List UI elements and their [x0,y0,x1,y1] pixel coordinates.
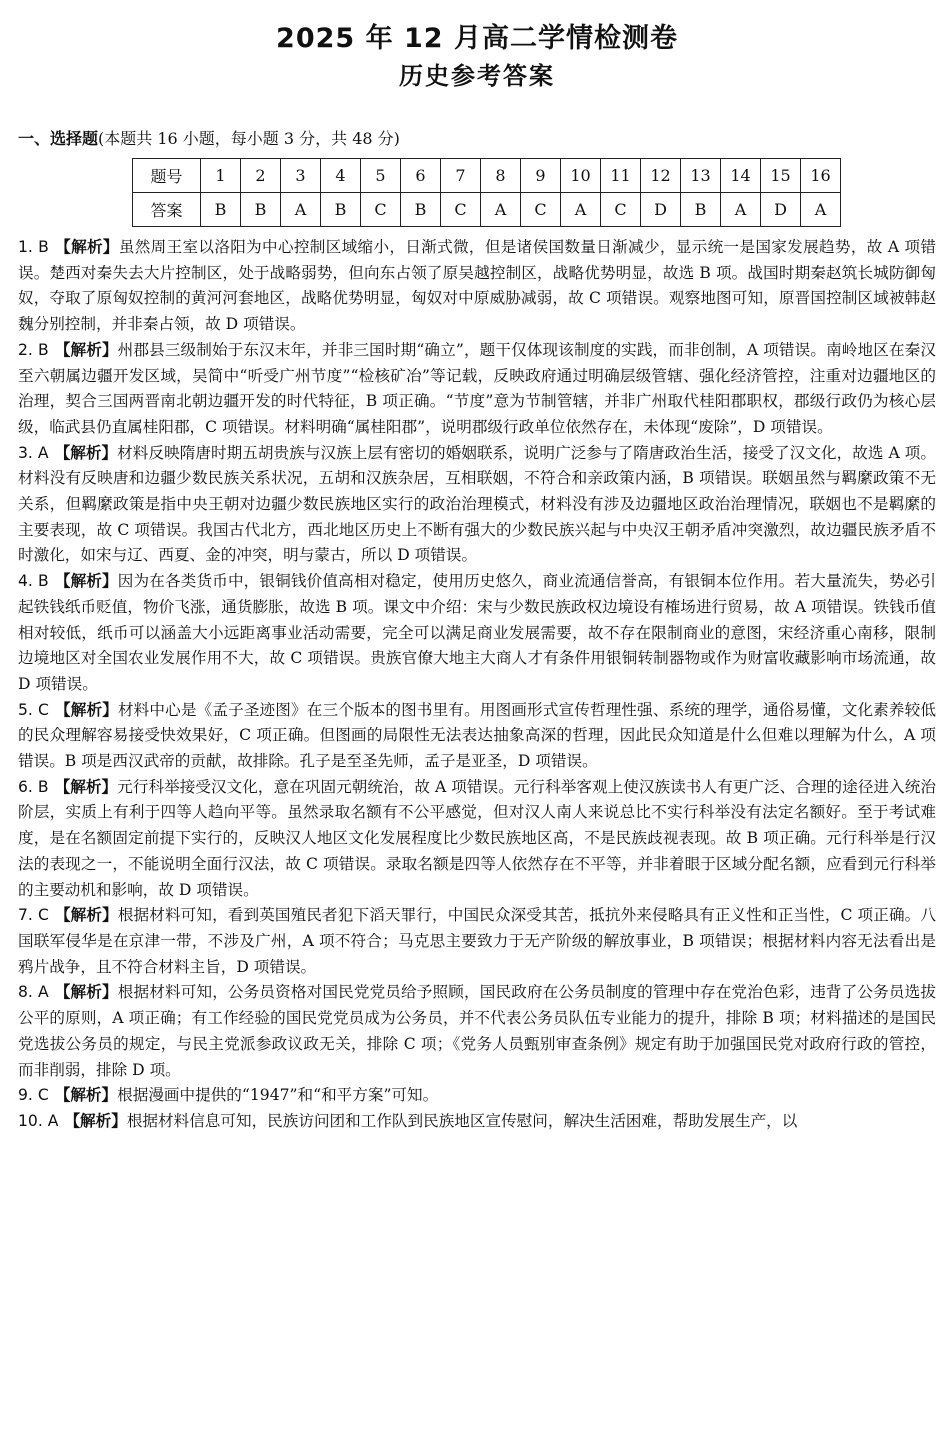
table-row-numbers [133,159,841,193]
answer-item [18,1083,936,1109]
item-number: 8. A [18,983,49,1002]
row-label-number: 题号 [133,159,201,193]
item-tag: 【解析】 [64,1111,127,1130]
table-cell: 6 [401,159,441,193]
answer-item [18,775,936,904]
answer-item [18,569,936,698]
item-number: 3. A [18,443,49,462]
item-number: 9. C [18,1086,49,1105]
table-cell: A [561,193,601,227]
table-row-answers [133,193,841,227]
table-cell: 9 [521,159,561,193]
item-tag: 【解析】 [54,983,118,1002]
table-cell: 1 [201,159,241,193]
table-cell: 15 [761,159,801,193]
item-tag: 【解析】 [54,340,118,359]
answer-item [18,903,936,980]
answer-explanations [18,235,936,1135]
item-text: 根据材料可知，看到英国殖民者犯下滔天罪行，中国民众深受其苦，抵抗外来侵略具有正义性和正当性，C 项正确。八国联军侵华是在京津一带，不涉及广州，A 项不符合；马克思主要致力于无产阶级的解放事业，B 项错误；根据材料内容无法看出是鸦片战争，且不符合材料主旨，D 项错误。 [18,906,936,976]
item-number: 4. B [18,572,49,591]
table-cell: 11 [601,159,641,193]
item-tag: 【解析】 [54,572,118,591]
table-cell: B [401,193,441,227]
answer-item [18,338,936,441]
item-text: 州郡县三级制始于东汉末年，并非三国时期“确立”，题干仅体现该制度的实践，而非创制，A 项错误。南岭地区在秦汉至六朝属边疆开发区域，吴简中“听受广州节度”“检核矿冶”等记载，反映政府通过明确层级管辖、强化经济管控，注重对边疆地区的治理，契合三国两晋南北朝边疆开发的时代特征，B 项正确。“节度”意为节制管辖，并非广州取代桂阳郡职权，郡级行政仍为核心层级，临武县仍直属桂阳郡，C 项错误。材料明确“属桂阳郡”，说明郡级行政单位依然存在，未体现“废除”，D 项错误。 [18,340,936,436]
item-number: 1. B [18,238,49,256]
item-number: 5. C [18,700,49,719]
answer-item [18,441,936,570]
answer-table [132,158,841,227]
table-cell: C [601,193,641,227]
item-number: 7. C [18,906,49,925]
table-cell: C [441,193,481,227]
item-tag: 【解析】 [54,906,118,925]
answer-item [18,980,936,1083]
table-cell: C [521,193,561,227]
table-cell: B [681,193,721,227]
table-cell: 4 [321,159,361,193]
item-tag: 【解析】 [54,777,118,796]
table-cell: A [801,193,841,227]
table-cell: 8 [481,159,521,193]
table-cell: B [241,193,281,227]
item-text: 根据材料可知，公务员资格对国民党党员给予照顾，国民政府在公务员制度的管理中存在党治色彩，违背了公务员选拔公平的原则，A 项正确；有工作经验的国民党党员成为公务员，并不代表公务员队伍专业能力的提升，排除 B 项；材料描述的是国民党选拔公务员的规定，与民主党派参政议政无关，排除 C 项；《党务人员甄别审查条例》规定有助于加强国民党对政府行政的管控，而非削弱，排除 D 项。 [18,983,936,1079]
table-cell: 13 [681,159,721,193]
table-cell: A [481,193,521,227]
section-heading [18,128,936,150]
table-cell: B [201,193,241,227]
table-cell: 10 [561,159,601,193]
table-cell: 5 [361,159,401,193]
item-text: 根据漫画中提供的“1947”和“和平方案”可知。 [117,1086,439,1105]
table-cell: D [641,193,681,227]
section-note: (本题共 16 小题，每小题 3 分，共 48 分) [98,129,400,148]
answer-item [18,235,936,338]
section-title: 一、选择题 [18,129,99,148]
item-tag: 【解析】 [54,443,118,462]
table-cell: 2 [241,159,281,193]
item-text: 材料中心是《孟子圣迹图》在三个版本的图书里有。用图画形式宣传哲理性强、系统的理学，通俗易懂，文化素养较低的民众理解容易接受快效果好，C 项正确。但图画的局限性无法表达抽象高深的哲理，因此民众知道是什么但难以理解为什么，A 项错误。B 项是西汉武帝的贡献，故排除。孔子是至圣先师，孟子是亚圣，D 项错误。 [18,700,936,771]
table-cell: A [281,193,321,227]
item-text: 虽然周王室以洛阳为中心控制区域缩小，日渐式微，但是诸侯国数量日渐减少，显示统一是国家发展趋势，故 A 项错误。楚西对秦失去大片控制区，处于战略弱势，但向东占领了原吴越控制区，战略优势明显，故选 B 项。战国时期秦赵筑长城防御匈奴，夺取了原匈奴控制的黄河河套地区，战略优势明显，匈奴对中原威胁减弱，故 C 项错误。观察地图可知，原晋国控制区域被韩赵魏分别控制，并非秦占领，故 D 项错误。 [18,238,936,334]
page-subtitle: 历史参考答案 [399,62,555,90]
table-cell: 3 [281,159,321,193]
table-cell: A [721,193,761,227]
page-title: 2025 年 12 月高二学情检测卷 [276,23,678,54]
answer-item [18,1109,936,1135]
table-cell: 7 [441,159,481,193]
item-text: 因为在各类货币中，银铜钱价值高相对稳定，使用历史悠久，商业流通信誉高，有银铜本位作用。若大量流失，势必引起铁钱纸币贬值，物价飞涨，通货膨胀，故选 B 项。课文中介绍：宋与少数民族政权边境设有榷场进行贸易，故 A 项错误。铁钱币值相对较低，纸币可以涵盖大小远距离事业活动需要，完全可以满足商业发展需要，故不存在限制商业的意图，宋经济重心南移，限制边境地区对全国农业发展作用不大，故 C 项错误。贵族官僚大地主大商人才有条件用银铜转制器物或作为财富收藏影响市场流通，故 D 项错误。 [18,572,936,693]
item-number: 6. B [18,777,49,796]
item-text: 元行科举接受汉文化，意在巩固元朝统治，故 A 项错误。元行科举客观上使汉族读书人有更广泛、合理的途径进入统治阶层，实质上有利于四等人趋向平等。虽然录取名额有不公平感觉，但对汉人南人来说总比不实行科举没有法定名额好。至于考试难度，是在名额固定前提下实行的，反映汉人地区文化发展程度比少数民族地区高，不是民族歧视表现。故 B 项正确。元行科举是行汉法的表现之一，不能说明全面行汉法，故 C 项错误。录取名额是四等人依然存在不平等，并非着眼于区域分配名额，应看到元行科举的主要动机和影响，故 D 项错误。 [18,777,936,899]
item-tag: 【解析】 [54,238,119,256]
item-text: 根据材料信息可知，民族访问团和工作队到民族地区宣传慰问，解决生活困难，帮助发展生产，以 [126,1111,798,1130]
table-cell: D [761,193,801,227]
row-label-answer: 答案 [133,193,201,227]
item-tag: 【解析】 [54,700,118,719]
item-tag: 【解析】 [54,1086,118,1105]
item-number: 2. B [18,340,49,359]
item-text: 材料反映隋唐时期五胡贵族与汉族上层有密切的婚姻联系，说明广泛参与了隋唐政治生活，接受了汉文化，故选 A 项。材料没有反映唐和边疆少数民族关系状况，五胡和汉族杂居，互相联姻，不符合和亲政策内涵，B 项错误。联姻虽然与羁縻政策不无关系，但羁縻政策是指中央王朝对边疆少数民族地区实行的政治治理模式，材料没有涉及边疆地区政治治理情况，联姻也不是羁縻的主要表现，故 C 项错误。我国古代北方，西北地区历史上不断有强大的少数民族兴起与中央汉王朝矛盾冲突激烈，故边疆民族矛盾不时激化，如宋与辽、西夏、金的冲突，明与蒙古，所以 D 项错误。 [18,443,936,565]
table-cell: 12 [641,159,681,193]
table-cell: 14 [721,159,761,193]
table-cell: 16 [801,159,841,193]
item-number: 10. A [18,1111,59,1130]
table-cell: C [361,193,401,227]
table-cell: B [321,193,361,227]
answer-item [18,698,936,775]
